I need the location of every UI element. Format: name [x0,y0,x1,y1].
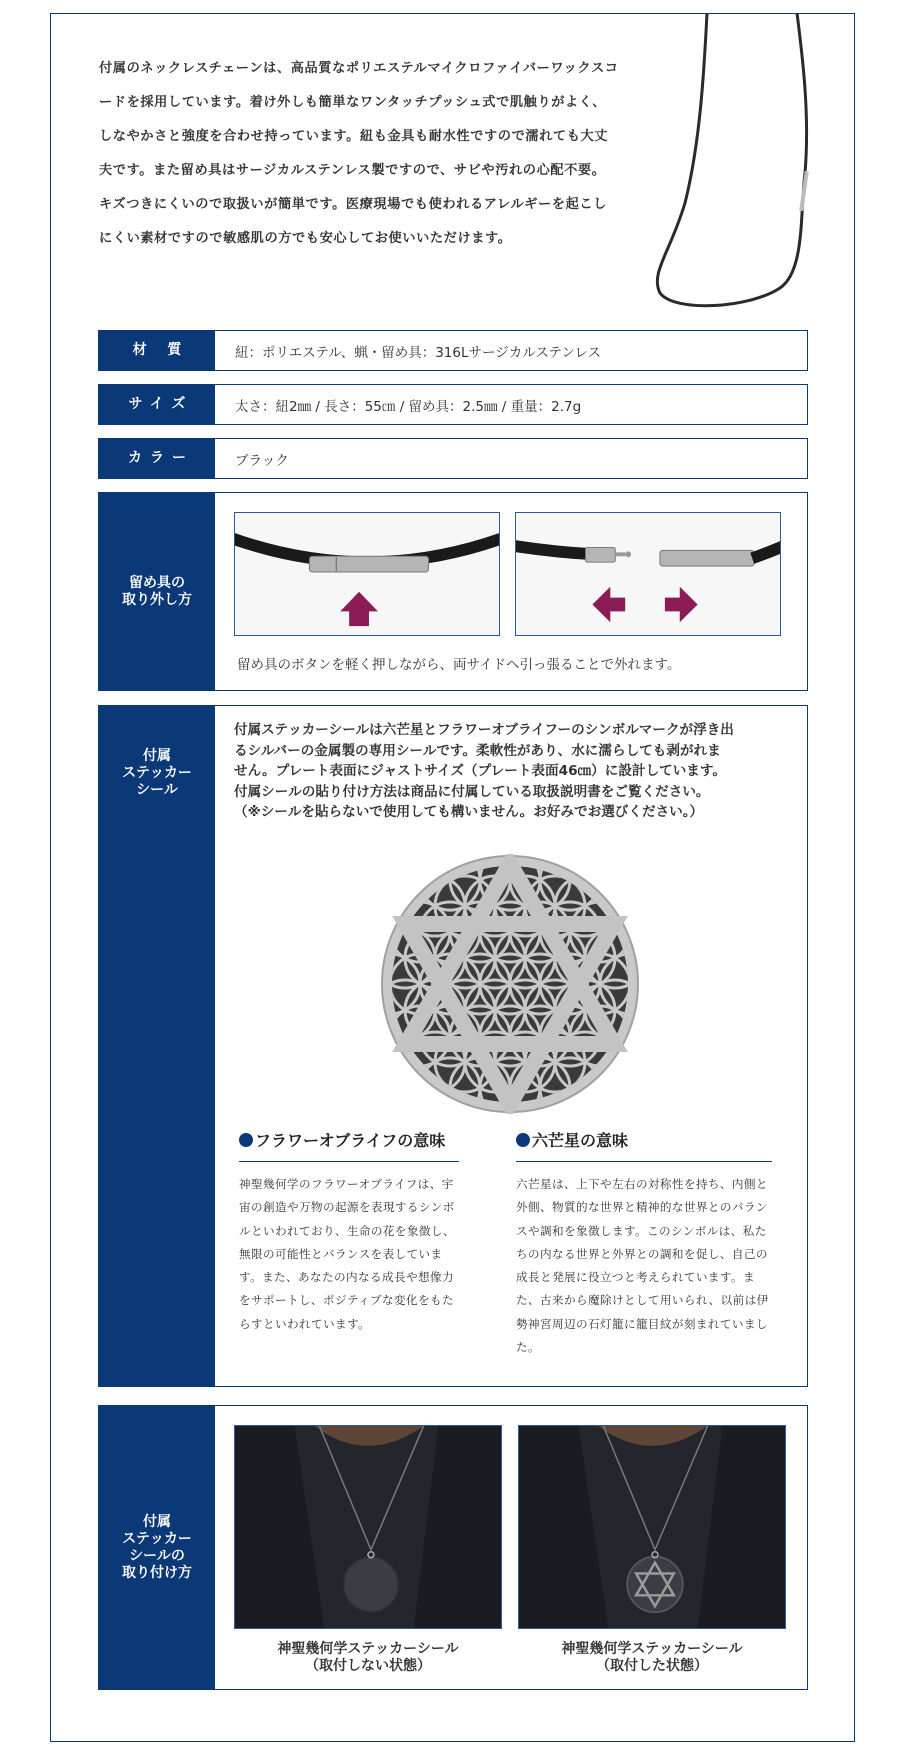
sticker-text-line: 付属ステッカーシールは六芒星とフラワーオブライフーのシンボルマークが浮き出 [234,722,734,738]
spec-label-material: 材 質 [99,331,215,370]
clasp-caption: 留め具のボタンを軽く押しながら、両サイドへ引っ張ることで外れます。 [237,657,681,673]
attach-label-line4: 取り付け方 [122,1564,192,1581]
flower-of-life-meaning [239,1128,459,1336]
bullet-dot-icon [239,1133,253,1147]
caption-line: 神聖幾何学ステッカーシール [277,1641,459,1657]
arrow-up-icon [340,592,378,626]
arrow-left-icon [592,587,625,622]
caption-line: （取付した状態） [596,1658,708,1674]
sticker-section [98,705,808,1387]
spec-value-size: 太さ：紐2㎜ / 長さ：55㎝ / 留め具：2.5㎜ / 重量：2.7g [235,398,582,415]
clasp-metal [309,556,428,572]
attach-label-line1: 付属 [143,1513,171,1530]
sticker-label-line3: シール [136,782,178,798]
caption-without-sticker [234,1641,502,1675]
spec-row-color [98,438,808,479]
attach-label-line3: シールの [129,1547,185,1564]
bullet-dot-icon [516,1133,530,1147]
caption-line: 神聖幾何学ステッカーシール [561,1641,743,1657]
sticker-text-line: せん。プレート表面にジャストサイズ（プレート表面46㎝）に設計しています。 [234,763,726,779]
flower-of-life-text: 神聖幾何学のフラワーオブライフは、宇宙の創造や万物の起源を表現するシンボルといわれており、生命の花を象徴し、無限の可能性とバランスを表しています。また、あなたの内なる成長や想像力をサポートし、ポジティブな変化をもたらすといわれています。 [239,1177,455,1331]
necklace-image [630,13,840,313]
caption-with-sticker [518,1641,786,1675]
hexagram-meaning [516,1128,772,1359]
photo-without-sticker [234,1425,502,1629]
hexagram-title: 六芒星の意味 [516,1128,772,1162]
spec-value-material: 紐：ポリエステル、蝋・留め具：316Lサージカルステンレス [235,344,602,361]
clasp-section [98,492,808,691]
clasp-label-line2: 取り外し方 [122,591,192,608]
clasp-label-line1: 留め具の [129,574,185,591]
spec-row-material [98,330,808,371]
sticker-label-line1: 付属 [142,748,171,764]
photo-with-sticker [518,1425,786,1629]
clasp-open-image [515,512,781,636]
sticker-text-line: 付属シールの貼り付け方法は商品に付属している取扱説明書をご覧ください。 [234,783,710,800]
attach-label-line2: ステッカー [122,1530,192,1547]
spec-label-color: カラー [99,439,215,478]
attach-section [98,1405,808,1690]
sticker-text-line: るシルバーの金属製の専用シールです。柔軟性があり、水に濡らしても剥がれま [234,742,721,759]
sticker-text-line: （※シールを貼らないで使用しても構いません。お好みでお選びください。） [234,804,704,820]
sticker-label [99,706,215,1386]
spec-row-size [98,384,808,425]
spec-label-size: サイズ [99,385,215,424]
clasp-closed-image [234,512,500,636]
clasp-label [99,493,215,690]
sticker-description [234,720,814,823]
spec-value-color: ブラック [235,452,289,469]
flower-of-life-star-medallion [380,854,640,1114]
flower-of-life-title: フラワーオブライフの意味 [239,1128,459,1162]
intro-text: 付属のネックレスチェーンは、高品質なポリエステルマイクロファイバーワックスコードを採用しています。着け外しも簡単なワンタッチプッシュ式で肌触りがよく、しなやかさと強度を合わせ持っています。紐も金具も耐水性ですので濡れても大丈夫です。また留め具はサージカルステンレス製ですので、サビや汚れの心配不要。キズつきにくいので取扱いが簡単です。医療現場でも使われるアレルギーを起こしにくい素材ですので敏感肌の方でも安心してお使いいただけます。 [99,61,619,246]
hexagram-text: 六芒星は、上下や左右の対称性を持ち、内側と外側、物質的な世界と精神的な世界とのバランスや調和を象徴します。このシンボルは、私たちの内なる世界と外界との調和を促し、自己の成長と発展に役立つと考えられています。また、古来から魔除けとして用いられ、以前は伊勢神宮周辺の石灯籠に籠目紋が刻まれていました。 [516,1177,769,1355]
attach-label [99,1406,215,1689]
arrow-right-icon [665,587,698,622]
caption-line: （取付しない状態） [305,1658,431,1674]
sticker-label-line2: ステッカー [122,765,192,781]
